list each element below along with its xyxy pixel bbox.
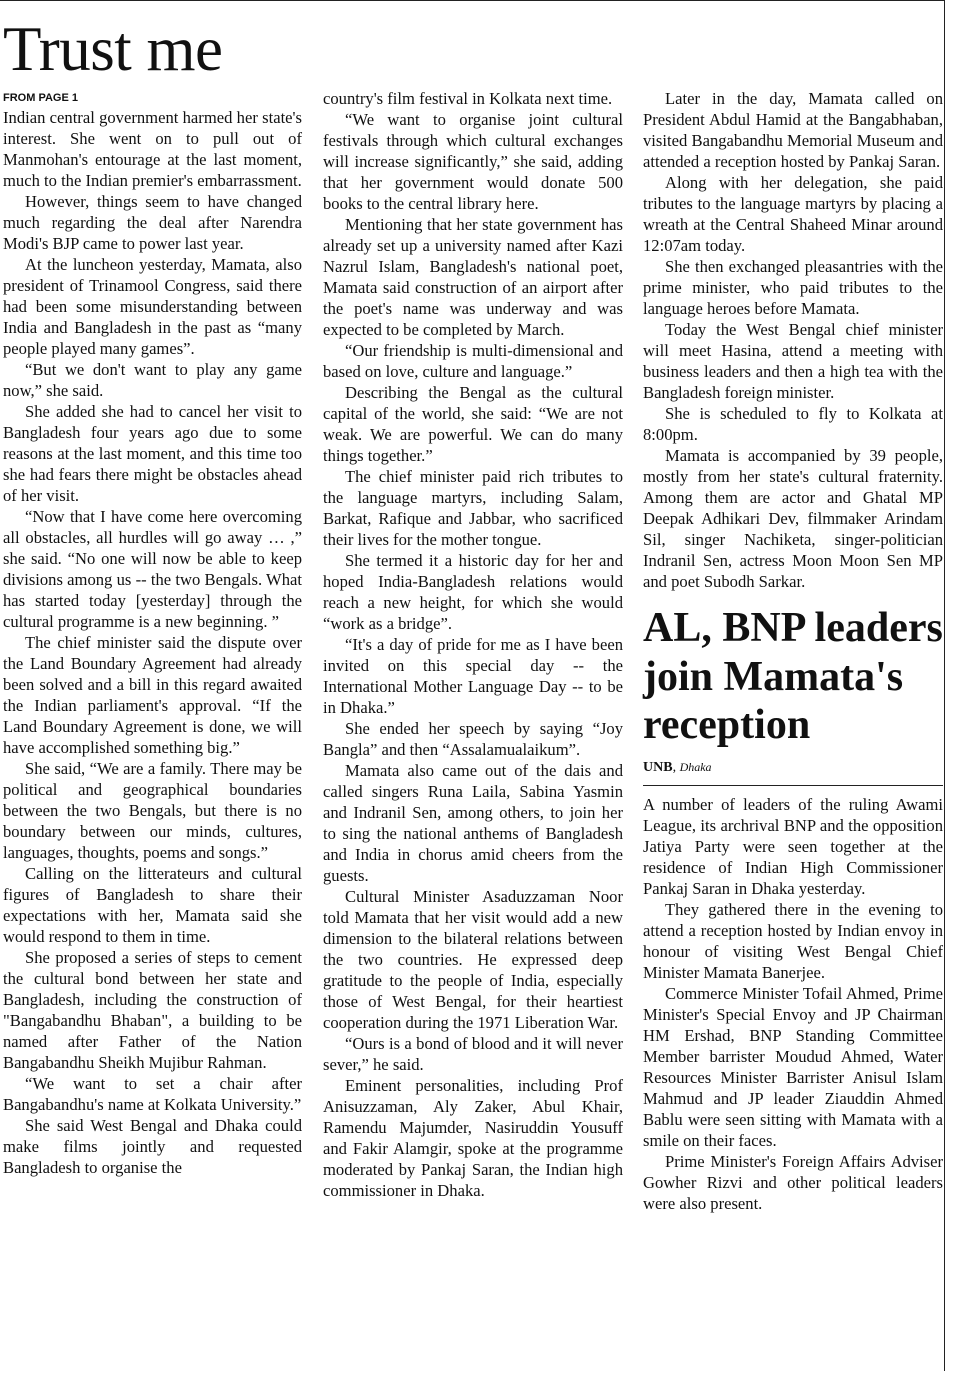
paragraph: Prime Minister's Foreign Affairs Adviser Gowher Rizvi and other political leaders were also present. <box>643 1151 943 1213</box>
paragraph: She then exchanged pleasantries with the prime minister, who paid tributes to the language heroes before Mamata. <box>643 257 943 318</box>
paragraph: Commerce Minister Tofail Ahmed, Prime Minister's Special Envoy and JP Chairman HM Ershad, BNP Standing Committee Member barrister Moudud Ahmed, Water Resources Minister Barrister Anisul Islam Mahmud and JP leader Ziauddin Ahmed Bablu were seen sitting with Mamata with a smile on their faces. <box>643 983 943 1150</box>
paragraph: At the luncheon yesterday, Mamata, also president of Trinamool Congress, said there had been some misunderstanding between India and Bangladesh in the past as “many people played many games”. <box>3 255 302 358</box>
paragraph: She ended her speech by saying “Joy Bangla” and then “Assalamualaikum”. <box>323 719 623 759</box>
paragraph: “We want to organise joint cultural festivals through which cultural exchanges will increase significantly,” she said, adding that her government would donate 500 books to the central library here. <box>323 110 623 213</box>
paragraph: “It's a day of pride for me as I have been invited on this special day -- the International Mother Language Day -- to be in Dhaka.” <box>323 635 623 717</box>
byline-agency: UNB <box>643 759 673 775</box>
paragraph: Later in the day, Mamata called on President Abdul Hamid at the Bangabhaban, visited Bangabandhu Memorial Museum and attended a reception hosted by Pankaj Saran. <box>643 89 943 171</box>
byline: UNB, Dhaka <box>643 758 943 786</box>
paragraph: She added she had to cancel her visit to Bangladesh four years ago due to some reasons at the last moment, and this time too she had fears there might be obstacles ahead of her visit. <box>3 402 302 505</box>
paragraph: She said West Bengal and Dhaka could make films jointly and requested Bangladesh to organise the <box>3 1116 302 1177</box>
paragraph: Along with her delegation, she paid tributes to the language martyrs by placing a wreath at the Central Shaheed Minar around 12:07am today. <box>643 173 943 255</box>
paragraph: Describing the Bengal as the cultural capital of the world, she said: “We are not weak. We are powerful. We can do many things together.” <box>323 383 623 465</box>
paragraph: “Ours is a bond of blood and it will never sever,” he said. <box>323 1034 623 1074</box>
paragraph: A number of leaders of the ruling Awami League, its archrival BNP and the opposition Jatiya Party were seen together at the residence of Indian High Commissioner Pankaj Saran in Dhaka yesterday. <box>643 794 943 898</box>
paragraph: “We want to set a chair after Bangabandhu's name at Kolkata University.” <box>3 1074 302 1114</box>
byline-dateline: Dhaka <box>679 759 712 774</box>
paragraph: The chief minister said the dispute over the Land Boundary Agreement had already been solved and a bill in this regard awaited the Indian parliament's approval. “If the Land Boundary Agreement is done, we will have accomplished something big.” <box>3 633 302 757</box>
column-3 <box>643 88 943 1214</box>
paragraph: Calling on the litterateurs and cultural figures of Bangladesh to share their expectations with her, Mamata said she would respond to them in time. <box>3 864 302 946</box>
paragraph: However, things seem to have changed much regarding the deal after Narendra Modi's BJP came to power last year. <box>3 192 302 253</box>
story2-headline: AL, BNP leaders join Mamata's reception <box>643 605 943 748</box>
paragraph: “Our friendship is multi-dimensional and based on love, culture and language.” <box>323 341 623 381</box>
paragraph: They gathered there in the evening to attend a reception hosted by Indian envoy in honour of visiting West Bengal Chief Minister Mamata Banerjee. <box>643 899 943 982</box>
paragraph: She termed it a historic day for her and hoped India-Bangladesh relations would reach a new height, for which she would “work as a bridge”. <box>323 551 623 633</box>
column-2 <box>323 88 623 1201</box>
paragraph: Indian central government harmed her state's interest. She went on to pull out of Manmohan's entourage at the last moment, much to the Indian premier's embarrassment. <box>3 108 302 190</box>
from-page-tag: FROM PAGE 1 <box>3 92 78 104</box>
paragraph: Cultural Minister Asaduzzaman Noor told Mamata that her visit would add a new dimension to the bilateral relations between the two countries. He expressed deep gratitude to the people of India, especially those of West Bengal, for their heartiest cooperation during the 1971 Liberation War. <box>323 887 623 1032</box>
paragraph: She proposed a series of steps to cement the cultural bond between her state and Bangladesh, including the construction of "Bangabandhu Bhaban", a building to be named after Father of the Nation Bangabandhu Sheikh Mujibur Rahman. <box>3 948 302 1072</box>
paragraph: She said, “We are a family. There may be political and geographical boundaries between the two Bengals, but there is no boundary between our minds, cultures, languages, thoughts, poems and songs.” <box>3 759 302 862</box>
paragraph: Mamata is accompanied by 39 people, mostly from her state's cultural fraternity. Among them are actor and Ghatal MP Deepak Adhikari Dev, filmmaker Arindam Sil, singer Nachiketa, singer-politician Indranil Sen, actress Moon Moon Sen MP and poet Subodh Sarkar. <box>643 446 943 591</box>
headline: Trust me <box>3 14 223 84</box>
paragraph: Today the West Bengal chief minister will meet Hasina, attend a meeting with business leaders and then a high tea with the Bangladesh foreign minister. <box>643 320 943 402</box>
column-1 <box>3 88 302 1178</box>
paragraph: The chief minister paid rich tributes to the language martyrs, including Salam, Barkat, Rafique and Jabbar, who sacrificed their lives for the mother tongue. <box>323 467 623 549</box>
paragraph: “Now that I have come here overcoming all obstacles, all hurdles will go away … ,” she said. “No one will now be able to keep divisions among us -- the two Bengals. What has started today [yesterday] through the cultural programme is a new beginning. ” <box>3 507 302 631</box>
paragraph: Mentioning that her state government has already set up a university named after Kazi Nazrul Islam, Bangladesh's national poet, Mamata said construction of an airport after the poet's name was underway and was expected to be completed by March. <box>323 215 623 339</box>
paragraph: Mamata also came out of the dais and called singers Runa Laila, Sabina Yasmin and Indranil Sen, among others, to join her to sing the national anthems of Bangladesh and India in chorus amid cheers from the guests. <box>323 761 623 885</box>
paragraph: “But we don't want to play any game now,” she said. <box>3 360 302 400</box>
paragraph: She is scheduled to fly to Kolkata at 8:00pm. <box>643 404 943 444</box>
paragraph: country's film festival in Kolkata next time. <box>323 89 613 108</box>
paragraph: Eminent personalities, including Prof Anisuzzaman, Aly Zaker, Abul Khair, Ramendu Majumder, Nasiruddin Yousuff and Fakir Alamgir, spoke at the programme moderated by Pankaj Saran, the Indian high commissioner in Dhaka. <box>323 1076 623 1200</box>
